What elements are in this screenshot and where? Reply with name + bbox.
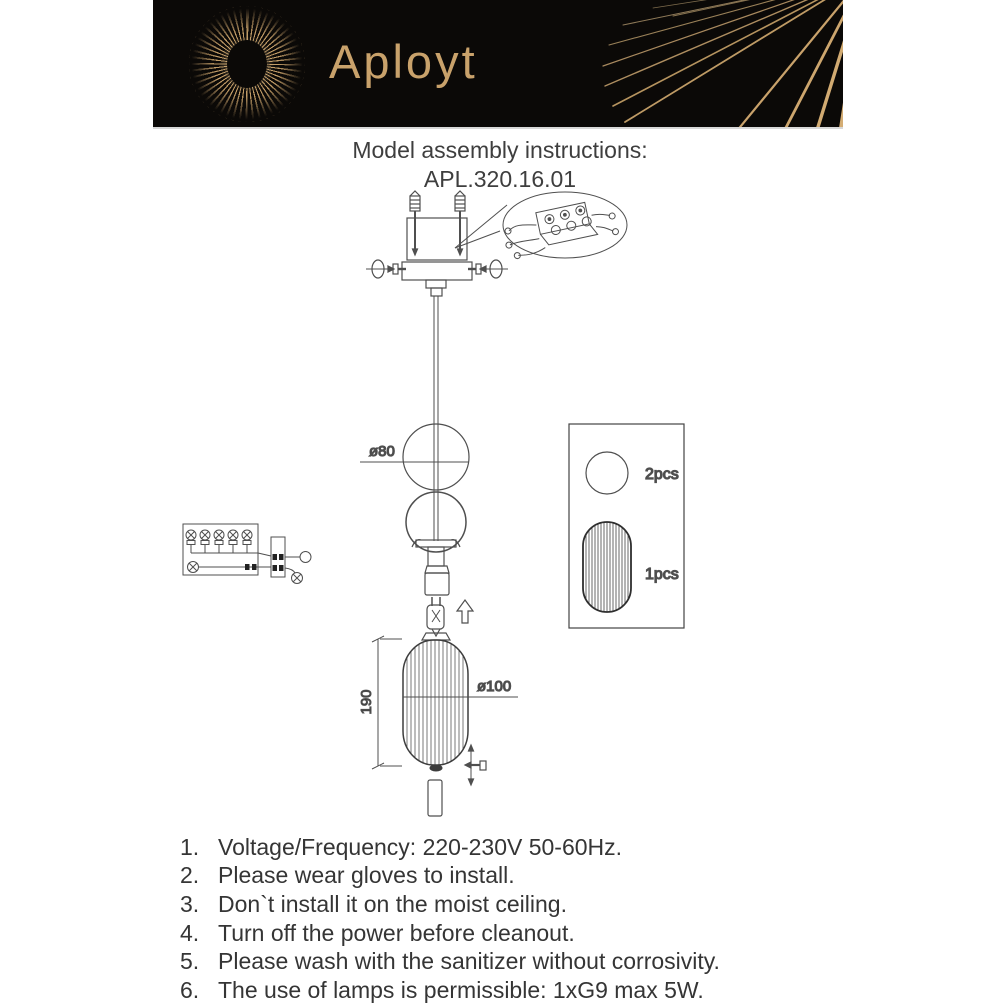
instruction-text: The use of lamps is permissible: 1xG9 max 5W. — [218, 976, 704, 1003]
socket-drawing — [412, 540, 460, 595]
instruction-text: Turn off the power before cleanout. — [218, 919, 575, 946]
sphere-qty-label: 2pcs — [645, 466, 679, 483]
instruction-item — [180, 919, 720, 948]
shade-height-label: 190 — [358, 689, 375, 715]
suspension-rod — [434, 296, 438, 541]
part-shade-icon — [583, 519, 631, 615]
terminal-block-callout — [455, 192, 627, 260]
lamp-symbols — [186, 530, 252, 553]
side-screw-right — [468, 260, 508, 278]
shade-diameter-label: ø100 — [477, 678, 512, 695]
brand-banner — [153, 0, 843, 129]
instruction-item — [180, 976, 720, 1005]
instruction-number: 1. — [180, 833, 200, 860]
lamp-symbol-right — [292, 573, 303, 584]
terminal-strip — [271, 537, 285, 577]
shade-qty-label: 1pcs — [645, 566, 679, 583]
instruction-number: 2. — [180, 862, 200, 889]
instruction-item — [180, 890, 720, 919]
sphere-drawing — [403, 424, 469, 490]
shade-height-dimension — [358, 636, 402, 769]
assembly-diagram — [150, 185, 850, 835]
instructions-list — [180, 833, 720, 1005]
insert-direction-arrow-icon — [457, 600, 473, 623]
title-line1: Model assembly instructions: — [352, 137, 648, 163]
instruction-item — [180, 947, 720, 976]
parts-box — [569, 424, 684, 628]
terminal-block-icon — [501, 197, 620, 261]
corner-rays-decoration — [153, 0, 843, 127]
instruction-item — [180, 833, 720, 862]
side-screw-left — [366, 260, 406, 278]
instruction-number: 3. — [180, 890, 200, 917]
instruction-text: Voltage/Frequency: 220-230V 50-60Hz. — [218, 833, 623, 860]
instruction-text: Please wear gloves to install. — [218, 862, 515, 889]
canopy-connector — [426, 280, 446, 296]
model-number: APL.320.16.01 — [423, 166, 577, 192]
ring-drawing — [406, 492, 466, 552]
sphere-dimension — [360, 443, 469, 462]
bottom-rod-drawing — [428, 780, 442, 816]
anchor-screws — [410, 191, 465, 255]
instruction-number: 4. — [180, 919, 200, 946]
brand-name: Aployt — [329, 35, 478, 88]
sphere-diameter-label: ø80 — [369, 443, 395, 460]
shade-drawing — [403, 633, 468, 772]
part-sphere-icon — [586, 452, 628, 494]
instruction-number: 5. — [180, 948, 200, 975]
instruction-text: Don`t install it on the moist ceiling. — [218, 890, 567, 917]
wiring-diagram — [183, 524, 311, 584]
instruction-number: 6. — [180, 976, 200, 1003]
canopy — [402, 262, 472, 280]
instruction-item — [180, 862, 720, 891]
junction-circle — [300, 552, 311, 563]
bottom-set-screw — [465, 745, 486, 785]
instruction-text: Please wash with the sanitizer without corrosivity. — [218, 948, 720, 975]
shade-diameter-dimension — [403, 678, 518, 697]
g9-bulb-drawing — [427, 597, 444, 636]
lamp-symbol-bottom-left — [188, 562, 199, 573]
